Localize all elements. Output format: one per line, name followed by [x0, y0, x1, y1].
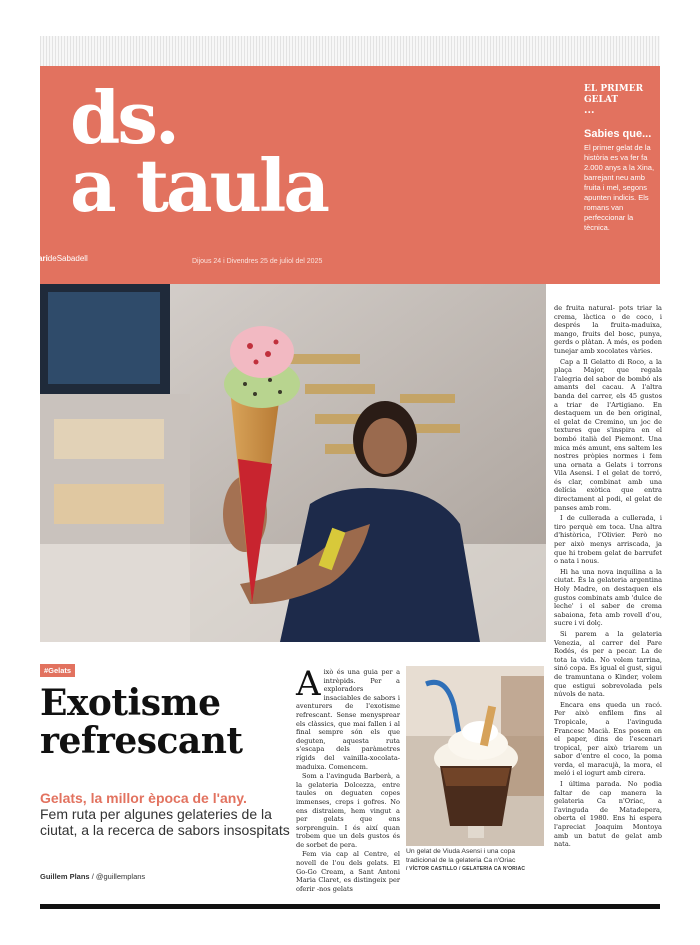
sidebar-text: El primer gelat de la història es va fer fa 2.000 anys a la Xina, barrejant neu amb fruita i mel, segons apunten indicis. Els romans van perfeccionar la tècnica.	[584, 143, 655, 232]
byline-handle[interactable]: / @guillemplans	[91, 872, 146, 881]
caption-text: Un gelat de Viuda Asensi i una copa tradicional de la gelateria Ca n'Oriac	[406, 848, 516, 864]
right-paragraph: I última parada. No podia faltar de cap manera la gelateria Ca n'Oriac, a l'avinguda de Matadepera, oberta el 1980. Ens hi espera l'apreciat Joaquim Montoya amb un batut de gelat amb nata.	[554, 780, 662, 849]
article-column-right	[554, 304, 662, 851]
byline	[40, 872, 145, 881]
dateline: Dijous 24 i Divendres 25 de juliol del 2025	[192, 258, 323, 265]
sidebar-dots: ...	[584, 105, 595, 116]
photo-credit: / VÍCTOR CASTILLO / GELATERIA CA N'ORIAC	[406, 866, 526, 872]
sidebar-box	[584, 84, 656, 233]
article-column-middle	[296, 664, 400, 894]
logo-line-1: ds.	[70, 75, 177, 160]
header-texture	[40, 36, 660, 66]
mid-paragraph-first-text: ixò és una guia per a intrèpids. Per a exploradors insaciables de sabors i aventurers de l'exotisme refrescant. Sense menysprear els clàssics, que mai fallen i al final sempre són els que deguten, aquesta ruta s'escapa dels paràmetres rígids del vainilla-xocolata-maduixa. Comencem.	[296, 668, 400, 771]
subhead-rest: Fem ruta per algunes gelateries de la ciutat, a la recerca de sabors insospitats	[40, 806, 290, 838]
sundae-illustration	[406, 666, 544, 846]
brand-bold: Diari	[30, 254, 48, 263]
bottom-rule	[40, 904, 660, 909]
main-photo-illustration	[40, 284, 546, 642]
right-paragraph: Encara ens queda un racó. Per això enfilem fins al Tropicale, a l'avinguda Francesc Macià. Ens posem en el paper, dins de l'escenari tropical, per això triarem un sabor d'entre el coco, la poma verda, el maracujà, la mora, el meló i el iogurt amb cirera.	[554, 700, 662, 778]
section-tag[interactable]: #Gelats	[40, 664, 75, 677]
right-paragraph: I de cullerada a cullerada, i tiro perquè em toca. Una altra d'històrica, l'Olivier. Però no per això menys arriscada, ja que hi trobem gelat de barrufet o nata i nous.	[554, 514, 662, 566]
right-paragraph: de fruita natural- pots triar la crema, làctica o de coco, i després la fruita-maduixa, mango, fruits del bosc, punya, gerds o plàtan. A més, es poden tunejar amb xocolates vàries.	[554, 304, 662, 355]
article-headline: Exotisme refrescant	[40, 682, 243, 762]
sidebar-question: Sabies que...	[584, 128, 652, 140]
mid-paragraph: Fem via cap al Centre, el novell de l'ou dels gelats. El Go-Go Cream, a Sant Antoni Maria Claret, es distingeix per oferir -nos gelats	[296, 850, 400, 893]
main-photo	[40, 284, 546, 642]
mid-paragraph: Som a l'avinguda Barberà, a la gelateria Dolcezza, entre taules on deguaten copes immenses, creps i gofres. No ens distraiem, hem vingut a per gelats que ens sorprenguin. I és així quan trobem que un dels gustos és de sorbet de pera.	[296, 772, 400, 849]
subhead-lead: Gelats, la millor època de l'any.	[40, 790, 247, 806]
sundae-photo	[406, 666, 544, 846]
dropcap: A	[296, 664, 321, 704]
section-banner	[30, 66, 660, 284]
right-paragraph: Cap a Il Gelatto di Roco, a la plaça Major, que regala l'alegria del sabor de bombó als amants del cacau. A l'altra banda del carrer, els 45 gustos a triar de l'Artigiano. En destaquem un de ben original, el gelat de Cremino, un joc de textures que s'inspira en el bombó italià del Piemont. Una mica més amunt, ens saltem les nostres pròpies normes i fem una ornata a Gelats i torrons Vila Asensi. I el gelat de torró, és clar, combinat amb una delícia exòtica que entra directament al podi, el gelat de panses amb rom.	[554, 357, 662, 512]
article-subhead	[40, 790, 290, 838]
brand-rest: deSabadell	[47, 254, 88, 263]
right-paragraph: Hi ha una nova inquilina a la ciutat. És la gelateria argentina Holy Madre, on destaquen els gustos combinats amb 'dulce de leche' i el saber de crema sabaiona, feta amb rovell d'ou, sucre i vi dolç.	[554, 567, 662, 628]
photo-caption	[406, 848, 546, 874]
byline-name: Guillem Plans	[40, 872, 90, 881]
sidebar-kicker: EL PRIMER GELAT	[584, 84, 644, 105]
section-logo	[70, 75, 327, 229]
logo-line-2: a taula	[70, 143, 327, 229]
newspaper-brand	[30, 254, 88, 263]
mid-paragraph-first	[296, 664, 400, 771]
right-paragraph: Si parem a la gelateria Venezia, al carrer del Pare Rodés, és per a pecar. La de tota la vida. No volem tarrina, sinó copa. Es igual el gust, sigui de tramuntana o Kinder, volem que estigui sobrevolada pels núvols de nata.	[554, 629, 662, 699]
